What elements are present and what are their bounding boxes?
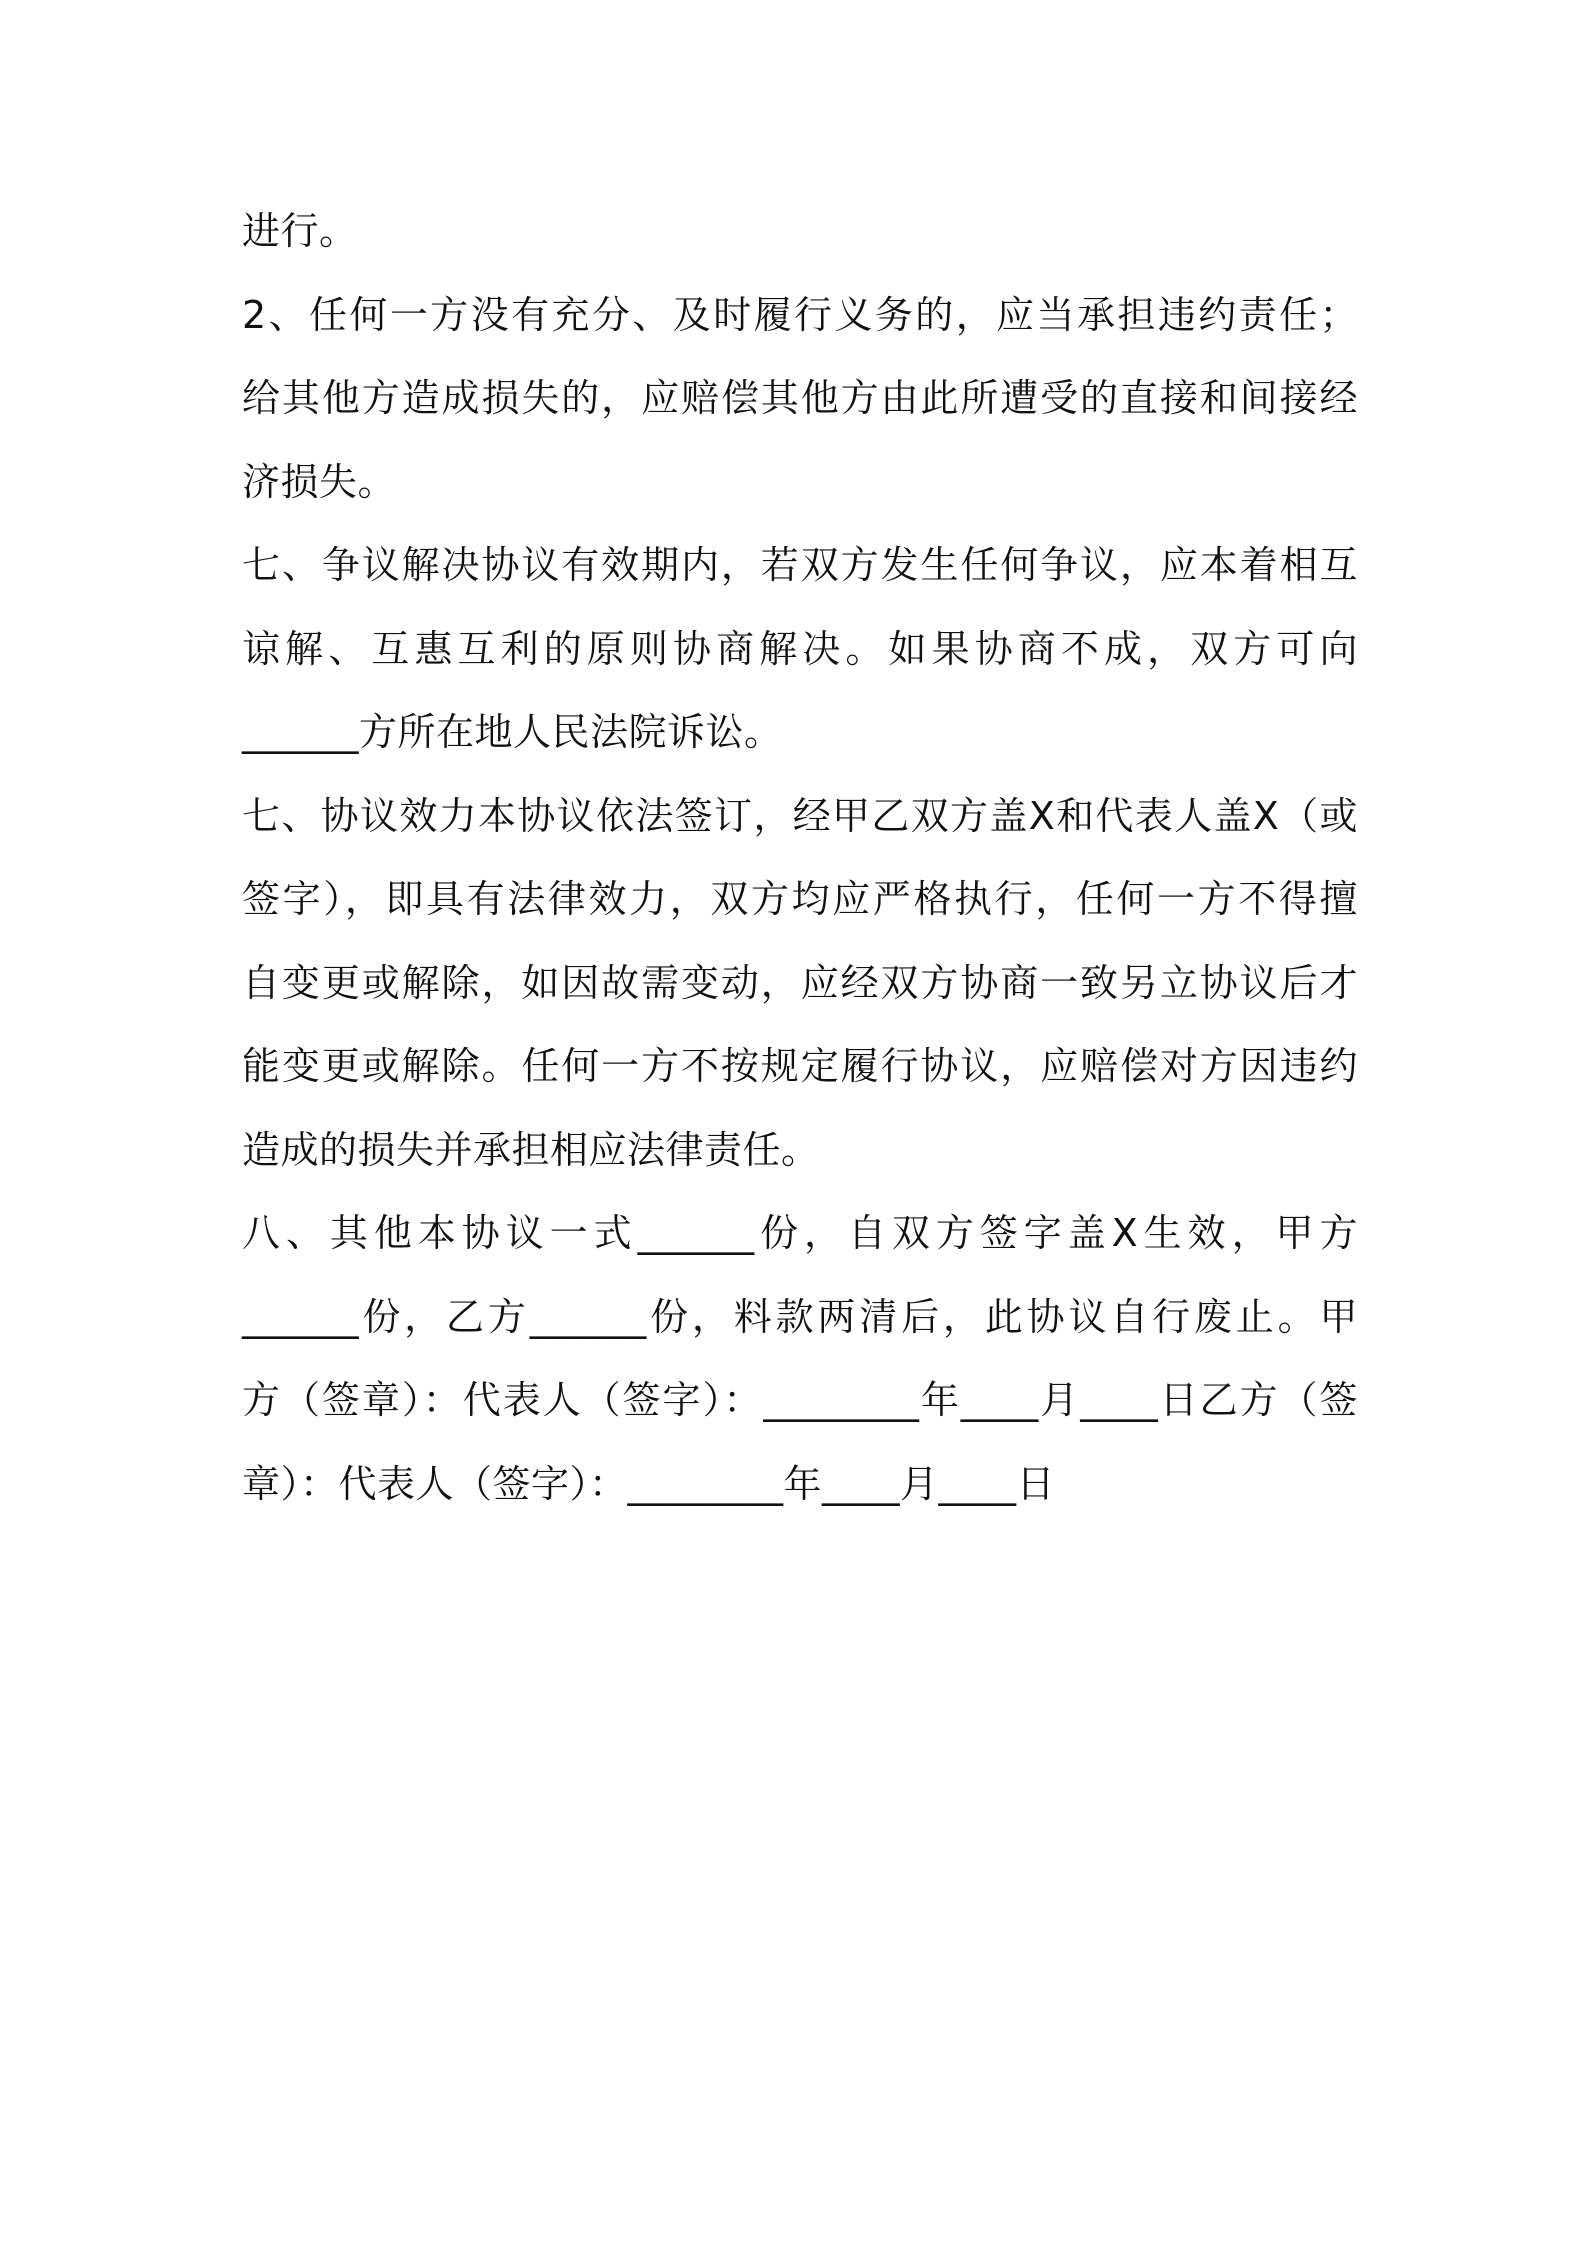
text-line-11: 能变更或解除。任何一方不按规定履行协议，应赔偿对方因违约 [242, 1044, 1358, 1088]
document-body [242, 190, 1358, 1526]
text-line-7: ______方所在地人民法院诉讼。 [242, 710, 783, 754]
text-line-14: ______份，乙方______份，料款两清后，此协议自行废止。甲 [242, 1294, 1358, 1339]
text-line-4: 济损失。 [242, 459, 397, 504]
text-line-2: 2、任何一方没有充分、及时履行义务的，应当承担违约责任； [242, 292, 1358, 337]
text-line-6: 谅解、互惠互利的原则协商解决。如果协商不成，双方可向 [242, 626, 1358, 671]
text-line-9: 签字），即具有法律效力，双方均应严格执行，任何一方不得擅 [242, 877, 1358, 921]
text-line-8: 七、协议效力本协议依法签订，经甲乙双方盖X和代表人盖X（或 [242, 793, 1358, 838]
text-line-5: 七、争议解决协议有效期内，若双方发生任何争议，应本着相互 [242, 543, 1358, 587]
text-line-1: 进行。 [242, 209, 358, 253]
text-line-13: 八、其他本协议一式______份，自双方签字盖X生效，甲方 [242, 1211, 1358, 1255]
text-line-10: 自变更或解除，如因故需变动，应经双方协商一致另立协议后才 [242, 960, 1358, 1005]
text-line-15: 方（签章）：代表人（签字）：________年____月____日乙方（签 [242, 1378, 1358, 1422]
text-line-12: 造成的损失并承担相应法律责任。 [242, 1127, 820, 1172]
text-line-3: 给其他方造成损失的，应赔偿其他方由此所遭受的直接和间接经 [242, 376, 1358, 420]
text-line-16: 章）：代表人（签字）：________年____月____日 [242, 1461, 1056, 1506]
